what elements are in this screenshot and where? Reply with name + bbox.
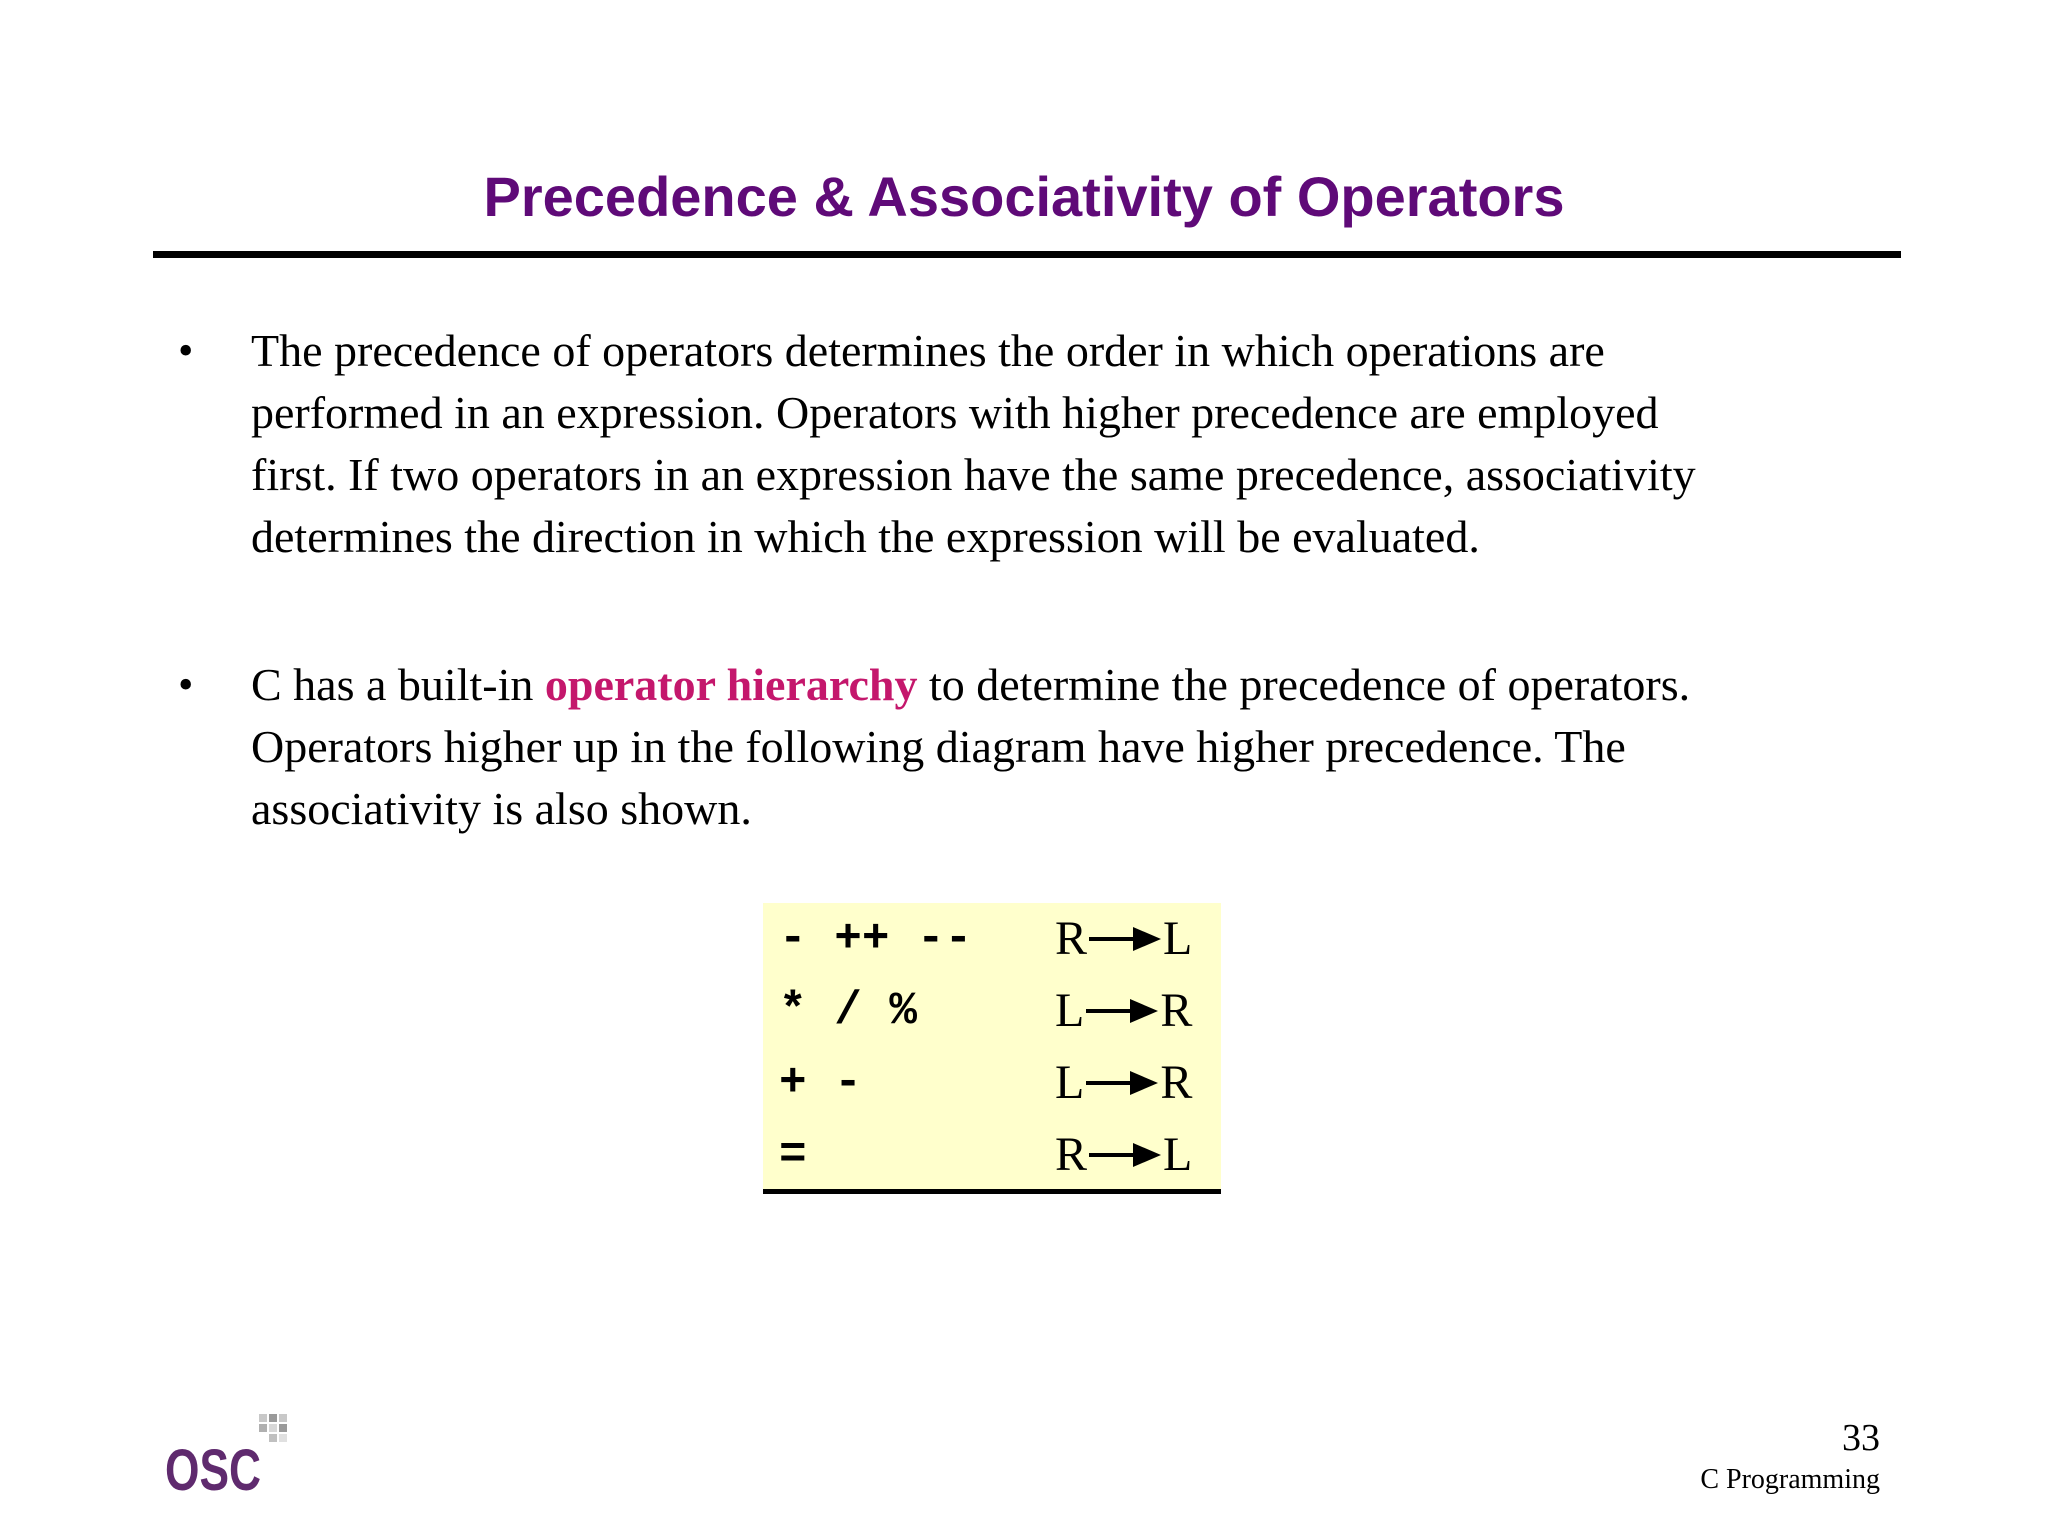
course-label: C Programming [1700,1464,1880,1495]
assoc-to: L [1163,1128,1193,1181]
assoc-to: L [1163,912,1193,965]
assoc-from: L [1055,1056,1085,1109]
text-line: performed in an expression. Operators with higher precedence are employed [251,387,1659,438]
precedence-table [763,903,1221,1192]
table-row [763,975,1221,1047]
logo-wordmark: OSC [165,1438,261,1502]
text-line: Operators higher up in the following diagram have higher precedence. The [251,721,1626,772]
right-arrow-icon [1089,925,1161,953]
title-divider [153,251,1901,258]
operator-list: = [779,1129,807,1181]
text-line: first. If two operators in an expression have the same precedence, associativity [251,449,1696,500]
bullet-paragraph-precedence [251,320,1901,568]
operator-list: + - [779,1057,862,1109]
assoc-from: L [1055,984,1085,1037]
assoc-to: R [1160,984,1193,1037]
text-line: The precedence of operators determines the order in which operations are [251,325,1605,376]
text-line [251,654,1901,716]
associativity [1055,1047,1192,1119]
right-arrow-icon [1086,997,1158,1025]
bullet-paragraph-hierarchy [251,654,1901,840]
assoc-to: R [1160,1056,1193,1109]
table-row [763,1119,1221,1191]
page-number: 33 [1842,1417,1880,1459]
associativity [1055,975,1192,1047]
right-arrow-icon [1089,1141,1161,1169]
operator-list: - ++ -- [779,913,973,965]
text-segment: to determine the precedence of operators. [917,659,1691,710]
slide-title: Precedence & Associativity of Operators [483,165,1565,228]
table-bottom-rule [763,1189,1221,1194]
bullet-marker: • [178,326,194,375]
operator-list: * / % [779,985,918,1037]
text-line: determines the direction in which the expression will be evaluated. [251,511,1480,562]
assoc-from: R [1055,912,1088,965]
right-arrow-icon [1086,1069,1158,1097]
text-line: associativity is also shown. [251,783,752,834]
table-row [763,1047,1221,1119]
associativity [1055,1119,1192,1191]
text-segment: C has a built-in [251,659,545,710]
table-row [763,903,1221,975]
highlighted-term: operator hierarchy [544,659,918,710]
associativity [1055,903,1192,975]
assoc-from: R [1055,1128,1088,1181]
osc-logo [163,1412,293,1502]
bullet-marker: • [178,660,194,709]
